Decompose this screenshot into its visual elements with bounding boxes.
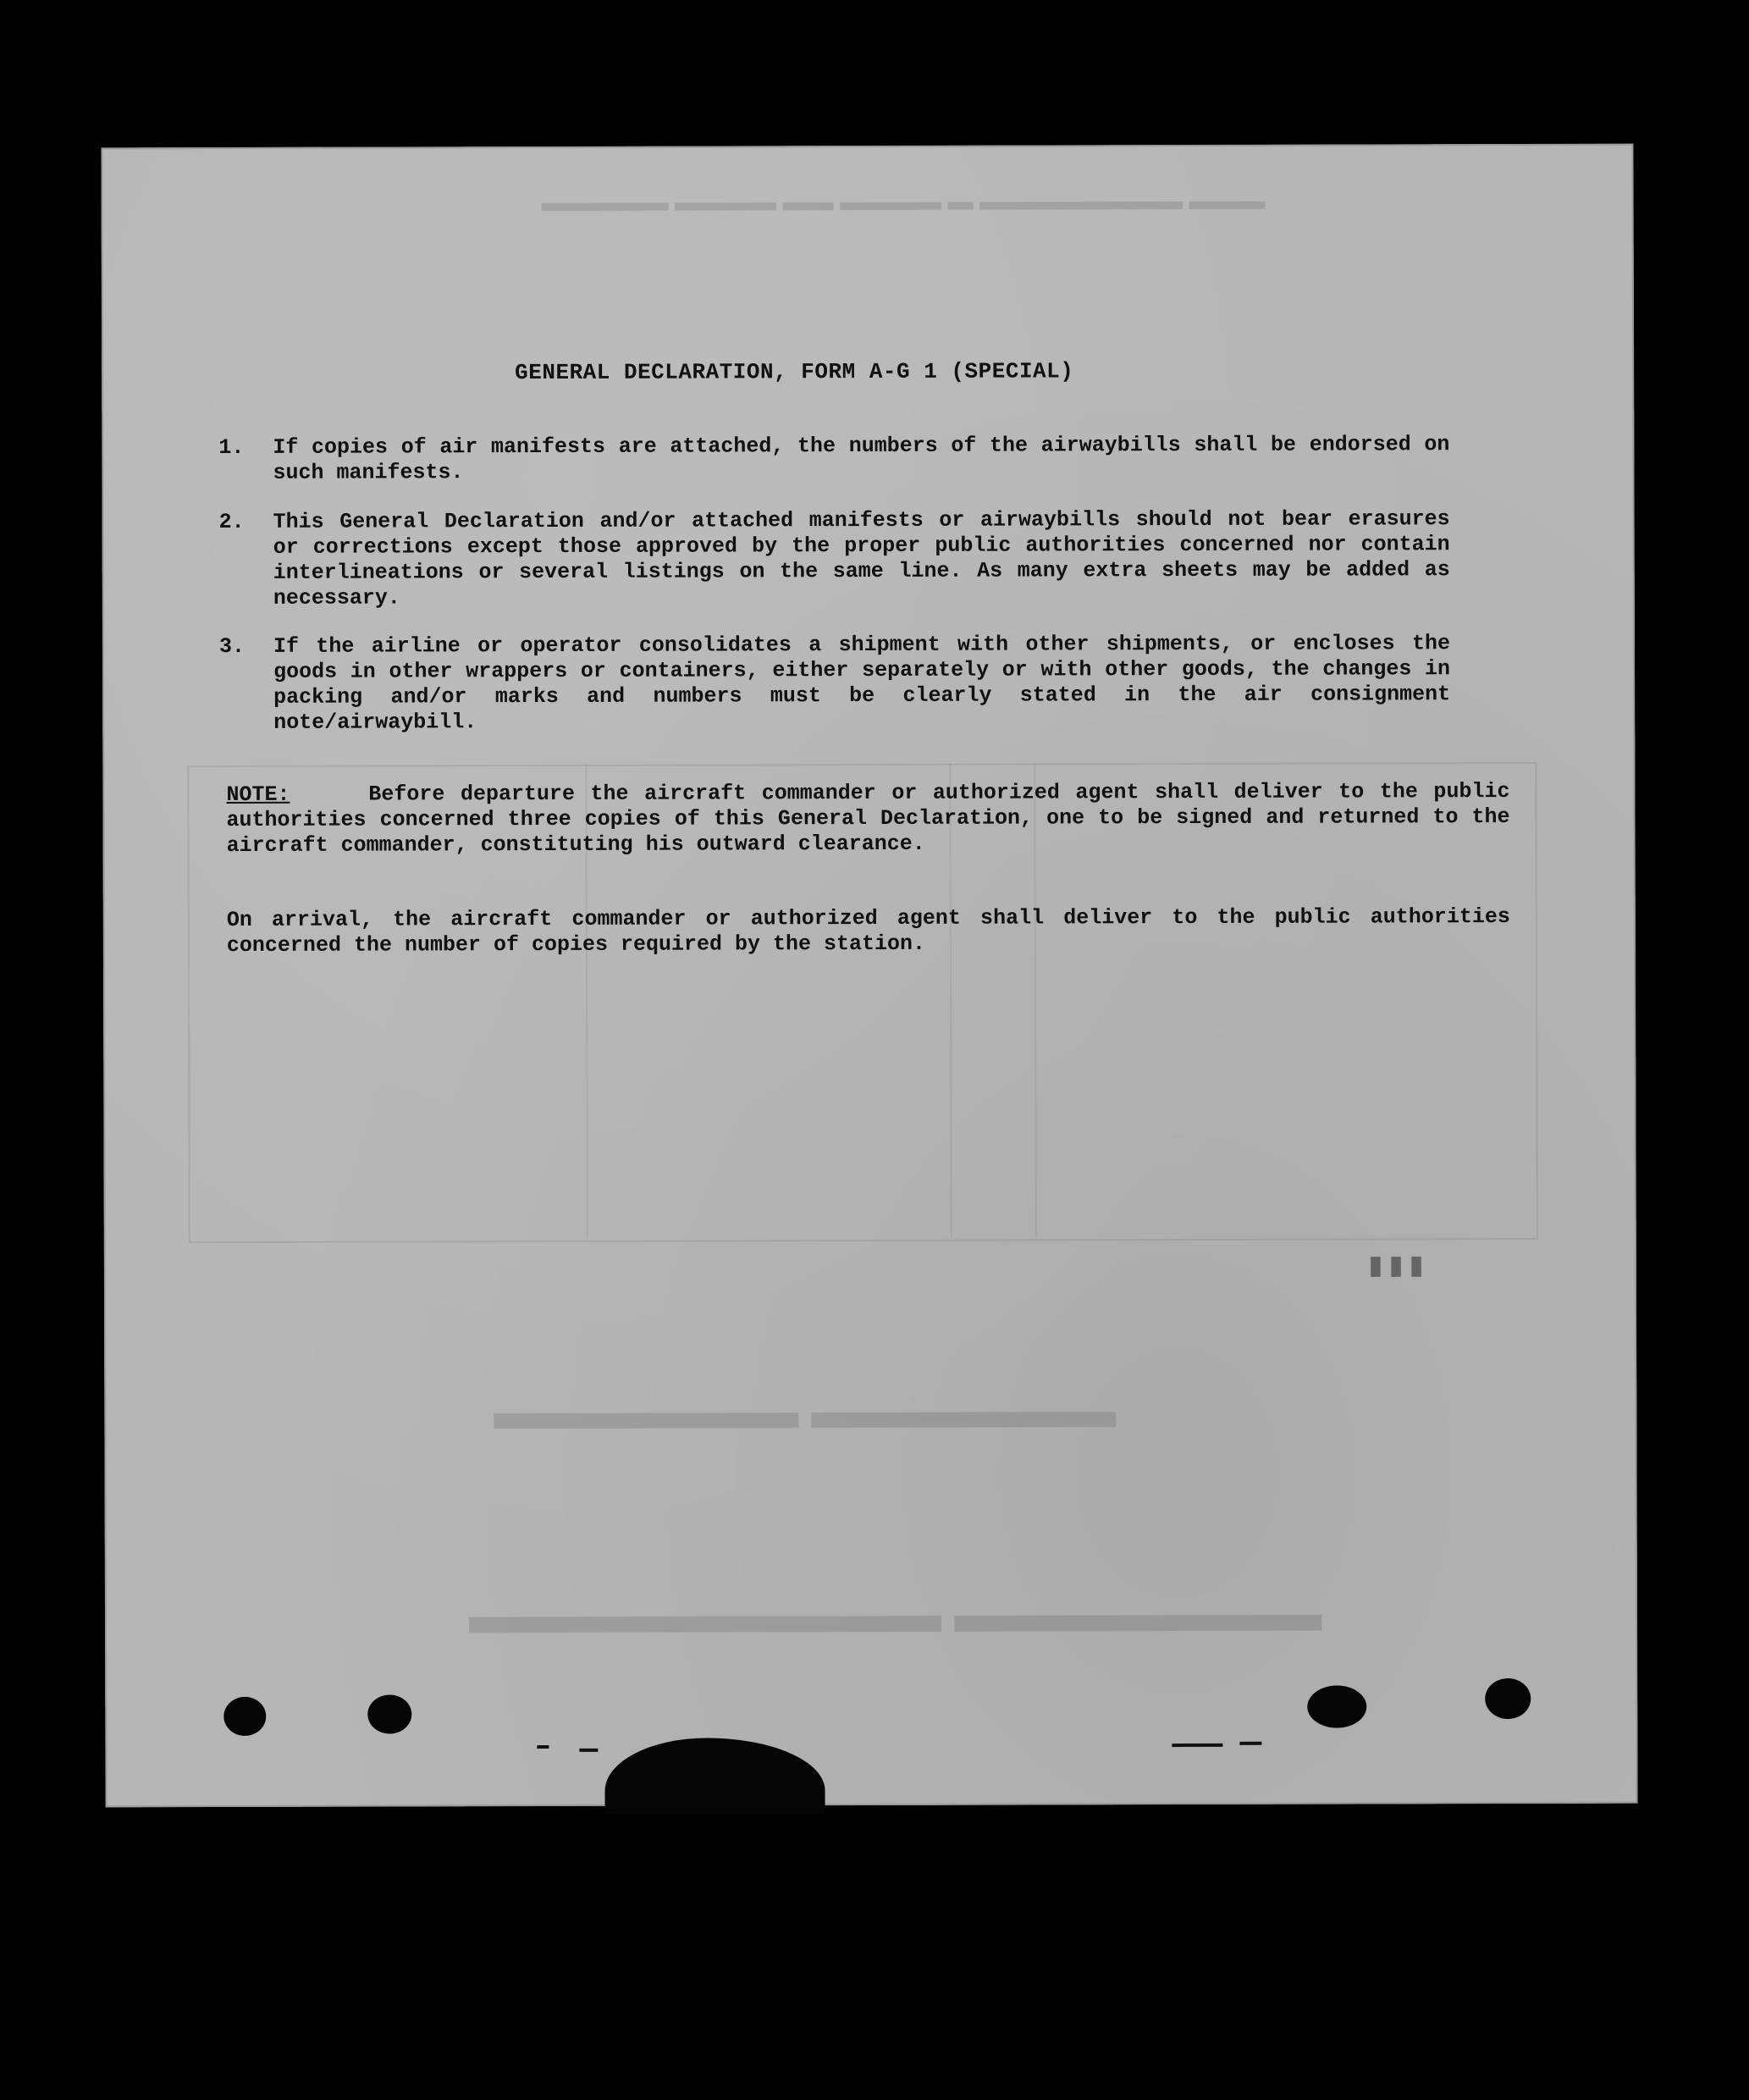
note-paragraph	[226, 779, 1509, 859]
punch-hole	[223, 1697, 266, 1736]
punch-hole	[367, 1694, 411, 1733]
arrival-paragraph: On arrival, the aircraft commander or authorized agent shall deliver to the public authorities concerned the number of copies required by the station.	[226, 904, 1510, 958]
note-text: Before departure the aircraft commander or authorized agent shall deliver to the public authorities concerned three copies of this General Declaration, one to be signed and returned to the aircraft commander, constituting his outward clearance.	[226, 779, 1510, 858]
punch-hole	[1485, 1678, 1531, 1719]
bleed-through-text: ▬▬▬ ▬▬▬▬▬▬▬▬ ▬ ▬▬▬▬ ▬▬ ▬▬▬▬ ▬▬▬▬▬	[541, 186, 1266, 218]
torn-edge	[604, 1738, 825, 1815]
item-number: 3.	[218, 633, 246, 660]
item-text: If the airline or operator consolidates a shipment with other shipments, or encloses the goods in other wrappers or containers, either separately or with other goods, the changes in packing and/or marks and numbers must be clearly stated in the air consignment note/airwaybill.	[273, 631, 1451, 735]
item-text: If copies of air manifests are attached, the numbers of the airwaybills shall be endorsed on such manifests.	[273, 432, 1450, 485]
instruction-item	[218, 506, 1450, 611]
item-number: 1.	[218, 434, 245, 461]
document-page	[101, 144, 1637, 1808]
item-number: 2.	[218, 509, 245, 535]
item-text: This General Declaration and/or attached manifests or airwaybills should not bear erasures or corrections except those approved by the proper public authorities concerned nor contain interlineations or several listings on the same line. As many extra sheets may be added as necessary.	[273, 506, 1450, 611]
ink-speck	[537, 1745, 549, 1749]
document-title: GENERAL DECLARATION, FORM A-G 1 (SPECIAL)	[515, 358, 1074, 386]
instruction-item	[218, 631, 1451, 735]
ink-speck	[1172, 1744, 1222, 1747]
note-label: NOTE:	[226, 782, 290, 807]
bleed-through-text: ▬▬▬▬▬▬ ▬▬▬▬▬▬	[494, 1382, 1117, 1440]
bleed-through-stamp: ▮▮▮	[1365, 1248, 1427, 1287]
ink-speck	[579, 1749, 598, 1752]
instruction-item	[218, 432, 1450, 485]
bleed-through-text: ▬▬▬▬▬▬▬ ▬▬▬▬▬▬▬▬▬	[468, 1584, 1322, 1645]
ink-speck	[1239, 1742, 1261, 1745]
punch-hole	[1307, 1685, 1366, 1727]
